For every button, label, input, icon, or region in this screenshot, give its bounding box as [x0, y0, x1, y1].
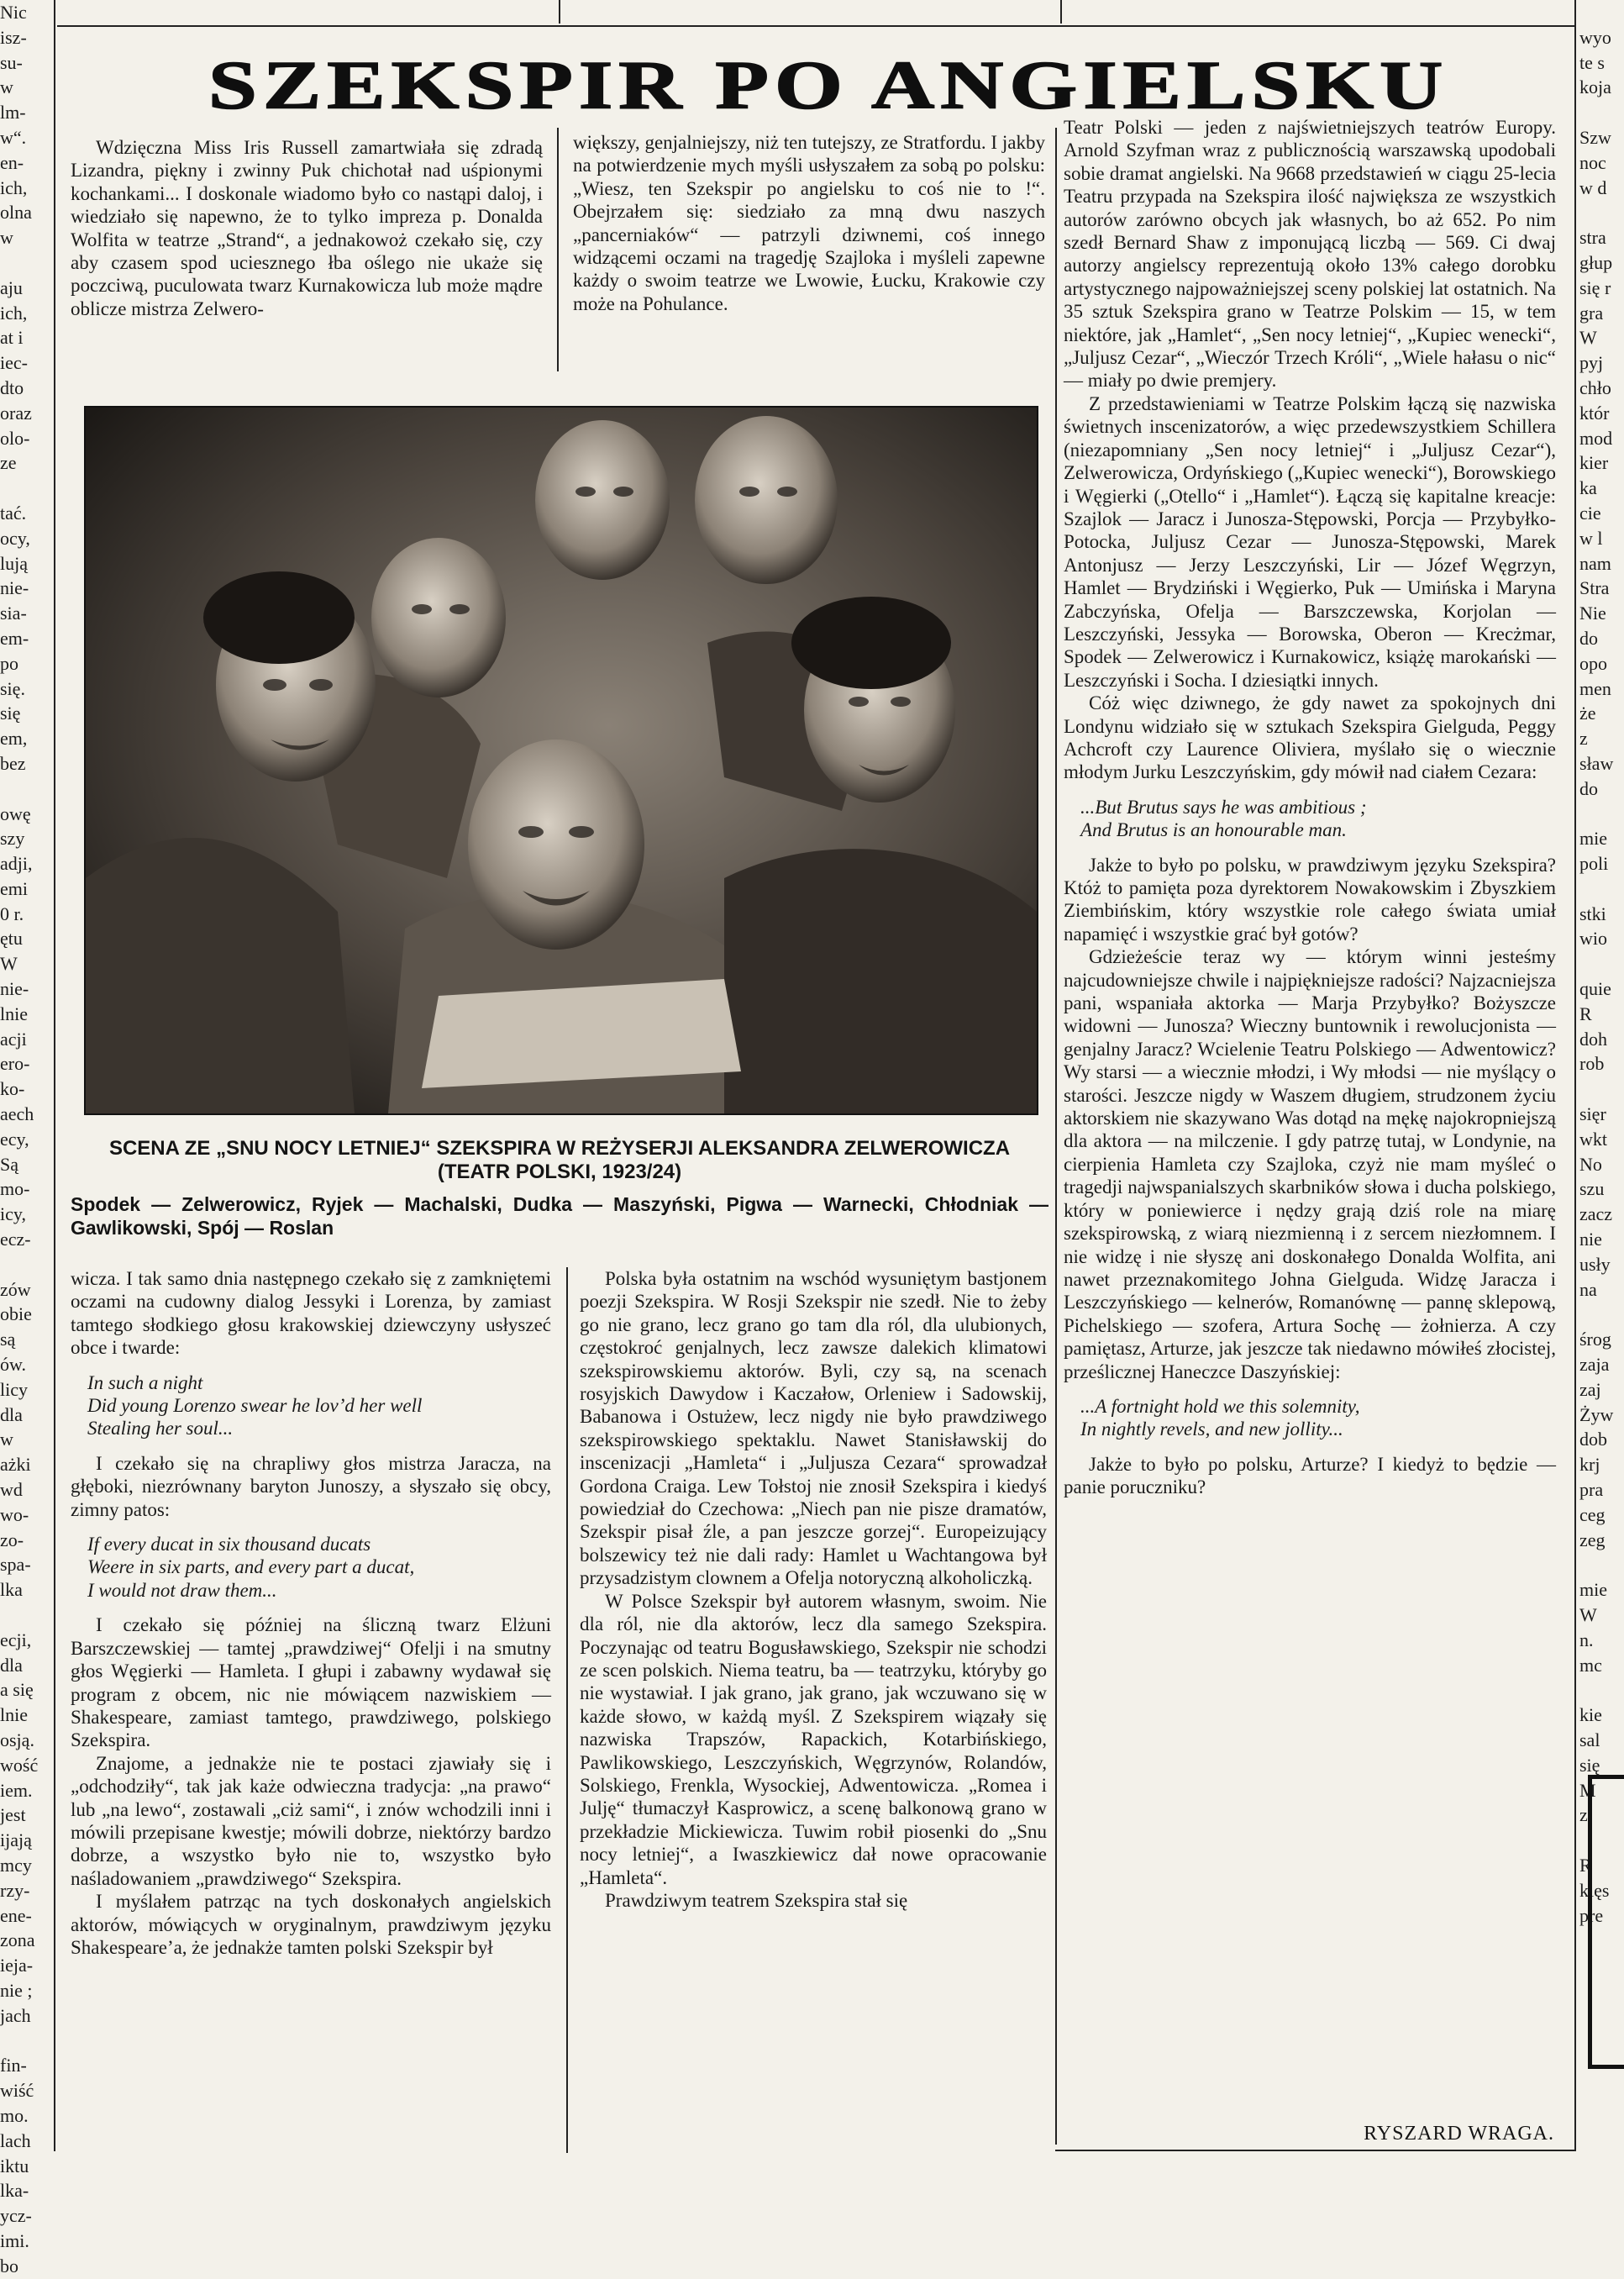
strip-line: fin- [0, 2055, 27, 2076]
lower-column-1 [71, 1267, 551, 1959]
strip-line: się [1579, 1754, 1600, 1776]
col3-paragraph-5: Gdzieżeście teraz wy — którym winni jesteśmy najcudowniejsze chwile i najpiękniejsze radości? Najzacniejsza pani, wspaniała aktorka — Marja Przybyłko? Bożyszcze widowni — Junosza? Wieczny buntownik i rewolucjonista — genjalny Jaracz? Wcielenie Teatru Polskiego — Adwentowicz? Wy starsi — a wiecznie młodzi, i Wy młodsi — nie myślący o starości. Jeszcze nigdy w Waszem długiem, strudzonem życiu aktorskiem nie skazywano Was dotąd na mękę najokropniejszą dla aktora — na milczenie. I gdy patrzę tutaj, w Londynie, na cierpienia Hamleta czy Szajloka, czyż nie mam myśleć o tragedji najwspanialszych skarbników słowa i ducha polskiego, który w poniewierce i nędzy grają dziś role na miarę szekspirowską, z wiarą niezmienną i z sercem niezłomnem. I nie widzę i nie słyszę ani doskonałego Donalda Wolfita, ani nawet przeznakomitego Johna Gielguda. Widzę Jaracza i Leszczyńskiego — kelnerów, Romanównę — pannę sklepową, Pichelskiego — szofera, Artura Sochę — żołnierza. A czy pamiętasz, Arturze, jak jeszcze tak niedawno mówiłeś złocistej, prześlicznej Haneczce Daszyńskiej: [1064, 946, 1556, 1382]
quote-line: ...But Brutus says he was ambitious ; [1080, 796, 1367, 818]
strip-line: ętu [0, 928, 23, 950]
strip-line: ceg [1579, 1503, 1606, 1525]
col3-paragraph-2: Z przedstawieniami w Teatrze Polskim łączą się nazwiska świetnych inscenizatorów, a więc przedewszystkiem Schillera (niezapomniany „Sen nocy letniej“ i „Juljusz Cezar“), Zelwerowicza, Ordyńskiego („Kupiec wenecki“), Borowskiego i Węgierki („Otello“ i „Hamlet“). Łączą się kapitalne kreacje: Szajlok — Jaracz i Junosza-Stępowski, Porcja — Przybyłko-Potocka, Juljusz Cezar — Junosza-Stępowski, Marek Antonjusz — Jerzy Leszczyński, Lir — Józef Węgrzyn, Hamlet — Brydziński i Węgierko, Puk — Umińska i Maryna Zabczyńska, Ofelja — Barszczewska, Korjolan — Leszczyński, Jessyka — Borowska, Oberon — Krecżmar, Spodek — Zelwerowicz i Kurnakowicz, książę marokański — Leszczyński i Socha. I dziesiątki innych. [1064, 392, 1556, 691]
strip-line: są [0, 1329, 16, 1350]
strip-line: zacz [1579, 1203, 1613, 1225]
strip-line: gra [1579, 302, 1604, 324]
strip-line [1579, 200, 1620, 225]
strip-line: stra [1579, 227, 1606, 249]
strip-line: mo. [0, 2104, 29, 2126]
strip-line [1579, 0, 1620, 25]
dream-quote [1080, 1395, 1556, 1441]
strip-line: śrog [1579, 1329, 1611, 1350]
strip-line: sięr [1579, 1103, 1606, 1125]
strip-line: dob [1579, 1429, 1607, 1450]
strip-line: lnie [0, 1003, 28, 1024]
strip-line [0, 2029, 50, 2054]
strip-line: pyj [1579, 352, 1604, 374]
intro-column-2 [573, 131, 1045, 315]
strip-line: ieja- [0, 1955, 34, 1976]
strip-line: zów [0, 1278, 31, 1300]
actors-illustration [86, 408, 1037, 1113]
quote-line: Weere in six parts, and every part a ducat, [87, 1556, 415, 1578]
strip-line: spa- [0, 1554, 31, 1576]
strip-line: imi. [0, 2229, 29, 2251]
col3-closing: Jakże to było po polsku, Arturze? I kiedyż to będzie — panie poruczniku? [1064, 1453, 1556, 1498]
left-adjacent-column [0, 0, 50, 2276]
strip-line: Żyw [1579, 1403, 1614, 1425]
top-divider-2 [1060, 0, 1062, 24]
quote-line: In nightly revels, and new jollity... [1080, 1418, 1343, 1440]
strip-line: wyo [1579, 26, 1611, 48]
intro-paragraph-2: większy, genjalniejszy, niż ten tutejszy, ze Stratfordu. I jakby na potwierdzenie mych myśli usłyszałem za sobą po polsku: „Wiesz, ten Szekspir po angielsku to coś nie to !“. Obejrzałem się: siedziało za mną dwu naszych „pancerniaków“ — patrzyli dziwnemi, coś innego widzącemi oczami na tragedję Szajloka i myśleli zapewne każdy o swoim teatrze we Lwowie, Łucku, Krakowie czy może na Pohulance. [573, 132, 1045, 314]
quote-line: ...A fortnight hold we this solemnity, [1080, 1395, 1360, 1417]
strip-line: ich, [0, 176, 28, 198]
strip-line: że [1579, 703, 1596, 724]
face-top-right [695, 416, 838, 584]
strip-line: głup [1579, 251, 1613, 273]
photo-cast-list: Spodek — Zelwerowicz, Ryjek — Machalski, Dudka — Maszyński, Pigwa — Warnecki, Chłodniak — Gawlikowski, Spój — Roslan [71, 1193, 1049, 1239]
strip-line: Stra [1579, 577, 1610, 599]
strip-line [1579, 951, 1620, 976]
strip-line: pra [1579, 1479, 1604, 1501]
strip-line: obie [0, 1303, 32, 1325]
strip-line: zo- [0, 1529, 24, 1550]
strip-line: zeg [1579, 1529, 1606, 1550]
strip-line: em- [0, 627, 29, 649]
merchant-quote-1 [87, 1371, 551, 1440]
strip-line: ich, [0, 302, 28, 324]
right-column [1064, 116, 1556, 1499]
strip-line: nie [1579, 1229, 1602, 1250]
strip-line: mie [1579, 828, 1607, 850]
strip-line [1579, 876, 1620, 902]
strip-line: bo [0, 2255, 18, 2276]
strip-line: nam [1579, 552, 1611, 574]
stage-photo [84, 406, 1038, 1115]
strip-line: w [0, 76, 13, 98]
strip-line: quie [1579, 978, 1611, 1000]
strip-line: pre [1579, 1904, 1604, 1926]
strip-line: ero- [0, 1053, 30, 1075]
strip-line: kie [1579, 1704, 1602, 1726]
strip-line: isz- [0, 26, 27, 48]
strip-line: z [1579, 1804, 1588, 1826]
strip-line: aech [0, 1103, 34, 1125]
strip-line: oraz [0, 402, 32, 424]
strip-line: stki [1579, 903, 1606, 924]
strip-line: W [0, 953, 18, 975]
strip-line: sia- [0, 603, 27, 624]
strip-line: jest [0, 1804, 26, 1826]
strip-line: adji, [0, 853, 33, 875]
strip-line: te s [1579, 51, 1605, 73]
strip-line: mie [1579, 1579, 1607, 1601]
quote-line: I would not draw them... [87, 1579, 277, 1601]
strip-line [0, 1603, 50, 1628]
strip-line [1579, 1552, 1620, 1577]
strip-line: en- [0, 151, 24, 173]
col3-paragraph-3: Cóż więc dziwnego, że gdy nawet za spokojnych dni Londynu widziało się w sztukach Szekspira Gielguda, Peggy Achcroft czy Laurence Oliviera, myślało się o wiecznie młodym Jurku Leszczyńskim, gdy mówił nad ciałem Cezara: [1064, 692, 1556, 783]
strip-line: z [1579, 728, 1588, 750]
strip-line: wość [0, 1754, 39, 1776]
column-rule-lower [566, 1267, 568, 2153]
quote-line: Did young Lorenzo swear he lov’d her well [87, 1395, 423, 1417]
strip-line: lka- [0, 2180, 29, 2202]
strip-line: at i [0, 327, 24, 349]
strip-line: w“. [0, 126, 27, 148]
strip-line: do [1579, 627, 1598, 649]
col4-paragraph-5: I myślałem patrząc na tych doskonałych angielskich aktorów, mówiących w oryginalnym, prawdziwym języku Shakespeare’a, że jednakże tamten polski Szekspir był [71, 1891, 551, 1958]
strip-line: w [0, 1429, 13, 1450]
strip-line: Nic [0, 2, 27, 23]
strip-line: wiść [0, 2080, 34, 2102]
top-divider-1 [559, 0, 560, 24]
strip-line: 0 r. [0, 903, 24, 924]
strip-line: ycz- [0, 2205, 32, 2227]
strip-line: koja [1579, 76, 1611, 98]
col4-paragraph-4: Znajome, a jednakże nie te postaci zjawiały się i „odchodziły“, tak jak każe odwieczna tradycja: „na prawo“ lub „na lewo“, zostawali „ciż sami“, i znów wchodzili inni i mówili przepisane kwestje; mówili dobrze, niektórzy bardzo dobrze, a wszystko było nie to, wszystko było naśladowaniem „prawdziwego“ Szekspira. [71, 1752, 551, 1889]
strip-line: po [0, 652, 18, 674]
strip-line: Są [0, 1153, 18, 1175]
strip-line: W [1579, 1604, 1597, 1625]
strip-line: zaj [1579, 1378, 1601, 1400]
strip-line: licy [0, 1378, 28, 1400]
strip-line: R [1579, 1003, 1592, 1024]
strip-line: nie ; [0, 1979, 33, 2001]
article-headline: SZEKSPIR PO ANGIELSKU [208, 47, 1449, 124]
strip-line: lm- [0, 102, 26, 124]
face-top [535, 420, 670, 580]
strip-line: ocy, [0, 527, 30, 549]
strip-line: lka [0, 1579, 23, 1601]
strip-line: poli [1579, 853, 1609, 875]
strip-line: su- [0, 51, 23, 73]
strip-line: aju [0, 276, 23, 298]
strip-line [1579, 1677, 1620, 1703]
strip-line [1579, 1302, 1620, 1327]
strip-line [0, 476, 50, 501]
strip-line: wio [1579, 928, 1607, 950]
strip-line: icy, [0, 1203, 26, 1225]
strip-line: acji [0, 1028, 27, 1050]
strip-line: Nie [1579, 603, 1606, 624]
caesar-quote [1080, 796, 1556, 842]
strip-line: usły [1579, 1253, 1611, 1275]
strip-line: zona [0, 1929, 35, 1951]
strip-line: rzy- [0, 1879, 30, 1901]
strip-line: ko- [0, 1078, 25, 1100]
strip-line: sław [1579, 752, 1614, 774]
strip-line: ów. [0, 1354, 26, 1376]
col4-paragraph-1: wicza. I tak samo dnia następnego czekało się z zamkniętemi oczami na cudowny dialog Jessyki i Lorenza, by zamiast tamtego słodkiego głosu krakowskiej dziewczyny usłyszeć obce i twarde: [71, 1268, 551, 1359]
strip-line: któr [1579, 402, 1610, 424]
strip-line: iec- [0, 352, 28, 374]
strip-line: osją. [0, 1729, 34, 1750]
intro-paragraph-1: Wdzięczna Miss Iris Russell zamartwiała się zdradą Lizandra, piękny i zwinny Puk chichotał nad uśpionymi kochankami... I doskonale wiadomo było co nastąpi daloj, i wiedziało się napewno, że to tylko impreza p. Donalda Wolfita w teatrze „Strand“, a jednakowoż czekało się, czy aby czasem spod uciesznego łba oślego nie ukaże się poczciwą, puculowata twarz Kurnakowicza lub może mądre oblicze mistrza Zelwero- [71, 137, 543, 319]
col4-paragraph-2: I czekało się na chrapliwy głos mistrza Jaracza, na głęboki, niezrównany baryton Junoszy, a słyszało się obcy, zimny patos: [71, 1452, 551, 1520]
strip-line: wo- [0, 1503, 29, 1525]
strip-line: W [1579, 327, 1597, 349]
strip-line: zaja [1579, 1354, 1610, 1376]
strip-line: krj [1579, 1454, 1600, 1476]
strip-line: do [1579, 777, 1598, 799]
strip-line: rob [1579, 1053, 1605, 1075]
strip-line: w d [1579, 176, 1607, 198]
quote-line: In such a night [87, 1371, 203, 1393]
strip-line: ze [0, 452, 17, 474]
strip-line: R [1579, 1854, 1592, 1876]
strip-line: wkt [1579, 1128, 1607, 1150]
strip-line [1579, 1076, 1620, 1102]
strip-line: emi [0, 877, 28, 899]
strip-line [0, 250, 50, 276]
strip-line: wd [0, 1479, 23, 1501]
face-center-left [371, 538, 506, 697]
strip-line: olna [0, 202, 32, 224]
strip-line: M [1579, 1779, 1596, 1801]
column-rule-intro [557, 128, 559, 371]
face-center [468, 739, 644, 950]
col3-paragraph-1: Teatr Polski — jeden z najświetniejszych teatrów Europy. Arnold Szyfman wraz z publicznością warszawską upodobali sobie dramat angielski. Na 9668 przedstawień w ciągu 25-lecia Teatru przypada na Szekspira ilość największa ze wszystkich autorów zarówno obcych jak własnych, bo aż 652. Po nim szedł Bernard Shaw z imponującą liczbą — 569. Ci dwaj autorzy angielscy reprezentują około 13% całego dorobku artystycznego najpoważniejszej sceny polskiej lat ostatnich. Na 35 sztuk Szekspira grano w Teatrze Polskim — 15, w tem niektóre, jak „Hamlet“, „Sen nocy letniej“, „Kupiec wenecki“, „Juljusz Cezar“, „Wieczór Trzech Króli“, „Wiele hałasu o nic“ — miały po dwie premjery. [1064, 117, 1556, 392]
top-rule [57, 25, 1576, 27]
strip-line: szy [0, 828, 25, 850]
adjacent-box-frame [1588, 1775, 1624, 2069]
strip-line: em, [0, 728, 28, 750]
strip-line: mc [1579, 1654, 1602, 1676]
strip-line: mo- [0, 1178, 30, 1200]
strip-line: ecz- [0, 1229, 31, 1250]
strip-line: owę [0, 803, 31, 824]
col4-paragraph-3: I czekało się później na śliczną twarz Elżuni Barszczewskiej — tamtej „prawdziwej“ Ofelji i na smutny głos Węgierki — Hamleta. I głupi i zabawny wydawał się program z obcem, nic nie mówiącem nazwiskiem — Shakespeare, zamiast tamtego, prawdziwego, polskiego Szekspira. [71, 1614, 551, 1751]
strip-line: lnie [0, 1704, 28, 1726]
strip-line: Szw [1579, 126, 1611, 148]
strip-line: ecy, [0, 1128, 29, 1150]
strip-line: chło [1579, 376, 1611, 398]
strip-line: się r [1579, 276, 1611, 298]
col3-paragraph-4: Jakże to było po polsku, w prawdziwym języku Szekspira? Któż to pamięta poza dyrektorem Nowakowskim i Zbyszkiem Ziembińskim, który wszystkie role całego świata umiał napamięć i wszystkie grać był gotów? [1064, 854, 1556, 945]
strip-line: w [0, 227, 13, 249]
strip-line: klęs [1579, 1879, 1610, 1901]
bottom-rule [1055, 2150, 1576, 2151]
strip-line: n. [1579, 1629, 1594, 1650]
quote-line: Stealing her soul... [87, 1418, 234, 1440]
strip-line: iktu [0, 2155, 29, 2176]
col5-paragraph-1: Polska była ostatnim na wschód wysuniętym bastjonem poezji Szekspira. W Rosji Szekspir nie szedł. Nie to żeby go nie grano, lecz grano go tam dla ról, dla ulubionych, częstokroć genjalnych, lecz zawsze dalekich klimatowi szekspirowskiemu aktorów. Byli, czy są, na scenach rosyjskich Dawydow i Kaczałow, Orleniew i Sadowskij, Babanowa i Ostużew, lecz nigdy nie było prawdziwego szekspirowskiego spektaklu. Nawet Stanisławskij do inscenizacji „Hamleta“ i „Juljusza Cezara“ sprowadzał Gordona Craiga. Lew Tołstoj nie znosił Szekspira i kiedyś powiedział do Czechowa: „Niech pan nie pisze dramatów, Szekspir pisał źle, a pan jeszcze gorzej“. Europeizujący bolszewicy też nie dali rady: Hamlet u Wachtangowa był przysadzistym clownem a Ofelja notoryczną alkoholiczką. [580, 1268, 1047, 1589]
lower-column-2 [580, 1267, 1047, 1912]
strip-line: ażki [0, 1454, 31, 1476]
strip-line: sal [1579, 1729, 1600, 1750]
strip-line: ecji, [0, 1629, 32, 1650]
left-border-rule [54, 0, 55, 2151]
strip-line: ene- [0, 1904, 32, 1926]
strip-line: bez [0, 752, 26, 774]
strip-line: mcy [0, 1854, 32, 1876]
strip-line [1579, 802, 1620, 827]
strip-line [0, 1252, 50, 1277]
column-rule-3 [1055, 128, 1057, 2145]
strip-line: na [1579, 1278, 1597, 1300]
strip-line: men [1579, 677, 1611, 699]
strip-line: jach [0, 2004, 31, 2026]
strip-line: doh [1579, 1028, 1607, 1050]
strip-line: dto [0, 376, 24, 398]
strip-line [1579, 100, 1620, 125]
strip-line: kier [1579, 452, 1609, 474]
merchant-quote-2 [87, 1533, 551, 1602]
author-signature: RYSZARD WRAGA. [1364, 2123, 1554, 2145]
strip-line: No [1579, 1153, 1602, 1175]
strip-line: cie [1579, 502, 1601, 524]
strip-line: ijają [0, 1829, 32, 1851]
strip-line: dla [0, 1654, 23, 1676]
intro-column-1 [71, 136, 543, 320]
strip-line: w l [1579, 527, 1603, 549]
strip-line: szu [1579, 1178, 1605, 1200]
quote-line: If every ducat in six thousand ducats [87, 1534, 371, 1555]
strip-line: dla [0, 1403, 23, 1425]
strip-line: nie- [0, 577, 29, 599]
strip-line: nie- [0, 978, 29, 1000]
strip-line: olo- [0, 427, 30, 449]
col5-paragraph-3: Prawdziwym teatrem Szekspira stał się [605, 1889, 908, 1911]
strip-line: lach [0, 2129, 31, 2151]
strip-line: ka [1579, 477, 1597, 499]
strip-line: a się [0, 1679, 34, 1701]
right-border-rule [1574, 0, 1576, 2151]
strip-line: się [0, 703, 21, 724]
strip-line [0, 776, 50, 802]
col5-paragraph-2: W Polsce Szekspir był autorem własnym, swoim. Nie dla ról, nie dla aktorów, lecz dla samego Szekspira. Poczynając od teatru Bogusławskiego, Szekspir nie schodzi ze scen polskich. Niema teatru, ba — teatrzyku, któryby go nie wystawiał. I jak grano, jak grano, jak wczuwano się w każde słowo, w każdą myśl. Z Szekspirem wiązały się nazwiska Trapszów, Rapackich, Kotarbińskiego, Pawlikowskiego, Leszczyńskich, Węgrzynów, Rolandów, Solskiego, Frenkla, Wysockiej, Adwentowicza. „Romea i Julję“ tłumaczył Kasprowicz, a scenę balkonową grano w przekładzie Mickiewicza. Tuwim robił piosenki do „Snu nocy letniej“, a Iwaszkiewicz dał nowe opracowanie „Hamleta“. [580, 1590, 1047, 1888]
strip-line: iem. [0, 1779, 33, 1801]
quote-line: And Brutus is an honourable man. [1080, 819, 1347, 841]
strip-line: się. [0, 677, 25, 699]
strip-line: lują [0, 552, 28, 574]
strip-line: opo [1579, 652, 1607, 674]
strip-line: mod [1579, 427, 1613, 449]
photo-caption: SCENA ZE „SNU NOCY LETNIEJ“ SZEKSPIRA W REŻYSERJI ALEKSANDRA ZELWEROWICZA (TEATR POLSKI, 1923/24) [108, 1137, 1011, 1183]
strip-line: noc [1579, 151, 1606, 173]
strip-line: tać. [0, 502, 27, 524]
